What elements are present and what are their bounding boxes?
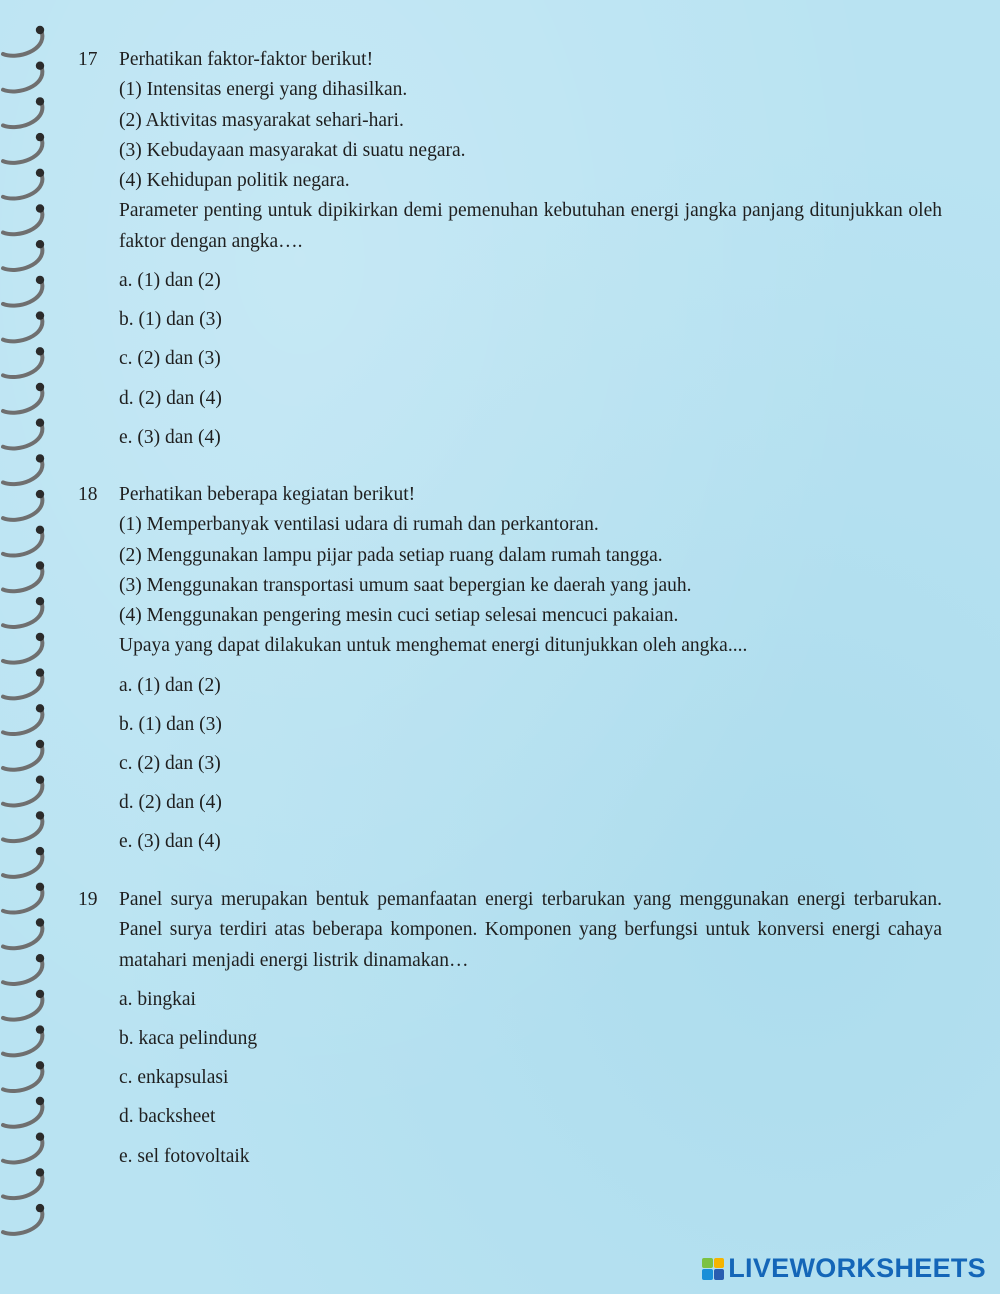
spiral-ring (3, 1204, 44, 1234)
spiral-ring (3, 1097, 44, 1127)
spiral-ring (3, 847, 44, 877)
option-e[interactable]: e. (3) dan (4) (119, 426, 221, 448)
statement-4: (4) Menggunakan pengering mesin cuci setiap selesai mencuci pakaian. (119, 605, 679, 627)
liveworksheets-icon (702, 1258, 724, 1280)
option-b[interactable]: b. kaca pelindung (119, 1027, 258, 1049)
question-number: 17 (78, 49, 98, 70)
question-intro: Perhatikan beberapa kegiatan berikut! (119, 484, 416, 505)
spiral-ring (3, 347, 44, 377)
option-d[interactable]: d. (2) dan (4) (119, 387, 222, 409)
question-17 (78, 45, 942, 453)
option-b[interactable]: b. (1) dan (3) (119, 309, 222, 331)
option-a[interactable]: a. bingkai (119, 988, 196, 1010)
statement-1: (1) Intensitas energi yang dihasilkan. (119, 79, 408, 101)
spiral-ring (3, 169, 44, 199)
spiral-ring (3, 668, 44, 698)
spiral-ring (3, 240, 44, 270)
spiral-ring (3, 883, 44, 913)
spiral-ring (3, 276, 44, 306)
question-stem: Parameter penting untuk dipikirkan demi pemenuhan kebutuhan energi jangka panjang ditunjukkan oleh faktor dengan angka…. (119, 200, 942, 252)
spiral-ring (3, 419, 44, 449)
statement-2: (2) Aktivitas masyarakat sehari-hari. (119, 109, 404, 131)
option-c[interactable]: c. (2) dan (3) (119, 753, 221, 775)
spiral-ring (3, 918, 44, 948)
option-e[interactable]: e. sel fotovoltaik (119, 1145, 250, 1167)
spiral-ring (3, 704, 44, 734)
spiral-ring (3, 26, 44, 56)
option-a[interactable]: a. (1) dan (2) (119, 674, 221, 696)
spiral-ring (3, 954, 44, 984)
option-e[interactable]: e. (3) dan (4) (119, 831, 221, 853)
statement-4: (4) Kehidupan politik negara. (119, 170, 350, 192)
spiral-ring (3, 204, 44, 234)
spiral-ring (3, 1025, 44, 1055)
question-19 (78, 885, 942, 1172)
option-a[interactable]: a. (1) dan (2) (119, 269, 221, 291)
option-c[interactable]: c. (2) dan (3) (119, 348, 221, 370)
question-stem: Panel surya merupakan bentuk pemanfaatan energi terbarukan yang menggunakan energi terbarukan. Panel surya terdiri atas beberapa komponen. Komponen yang berfungsi untuk konversi energi cahaya matahari menjadi energi listrik dinamakan… (119, 889, 942, 971)
spiral-ring (3, 776, 44, 806)
question-stem: Upaya yang dapat dilakukan untuk menghemat energi ditunjukkan oleh angka.... (119, 635, 748, 657)
spiral-ring (3, 990, 44, 1020)
question-18 (78, 480, 942, 858)
question-intro: Perhatikan faktor-faktor berikut! (119, 49, 374, 70)
option-b[interactable]: b. (1) dan (3) (119, 713, 222, 735)
spiral-ring (3, 311, 44, 341)
spiral-ring (3, 1133, 44, 1163)
question-number: 18 (78, 484, 98, 505)
statement-1: (1) Memperbanyak ventilasi udara di rumah dan perkantoran. (119, 514, 599, 536)
spiral-ring (3, 811, 44, 841)
spiral-ring (3, 633, 44, 663)
spiral-ring (3, 97, 44, 127)
statement-3: (3) Kebudayaan masyarakat di suatu negara. (119, 139, 466, 161)
spiral-ring (3, 740, 44, 770)
liveworksheets-logo[interactable] (702, 1253, 986, 1284)
option-c[interactable]: c. enkapsulasi (119, 1067, 229, 1089)
spiral-ring (3, 1061, 44, 1091)
spiral-ring (3, 383, 44, 413)
statement-2: (2) Menggunakan lampu pijar pada setiap ruang dalam rumah tangga. (119, 544, 663, 566)
spiral-ring (3, 133, 44, 163)
spiral-ring (3, 597, 44, 627)
spiral-ring (3, 490, 44, 520)
spiral-ring (3, 526, 44, 556)
option-d[interactable]: d. backsheet (119, 1106, 216, 1128)
spiral-ring (3, 1168, 44, 1198)
statement-3: (3) Menggunakan transportasi umum saat bepergian ke daerah yang jauh. (119, 574, 692, 596)
brand-name: LIVEWORKSHEETS (728, 1253, 986, 1283)
option-d[interactable]: d. (2) dan (4) (119, 792, 222, 814)
spiral-ring (3, 61, 44, 91)
question-number: 19 (78, 889, 98, 910)
spiral-binding (0, 0, 60, 1294)
spiral-ring (3, 561, 44, 591)
spiral-ring (3, 454, 44, 484)
